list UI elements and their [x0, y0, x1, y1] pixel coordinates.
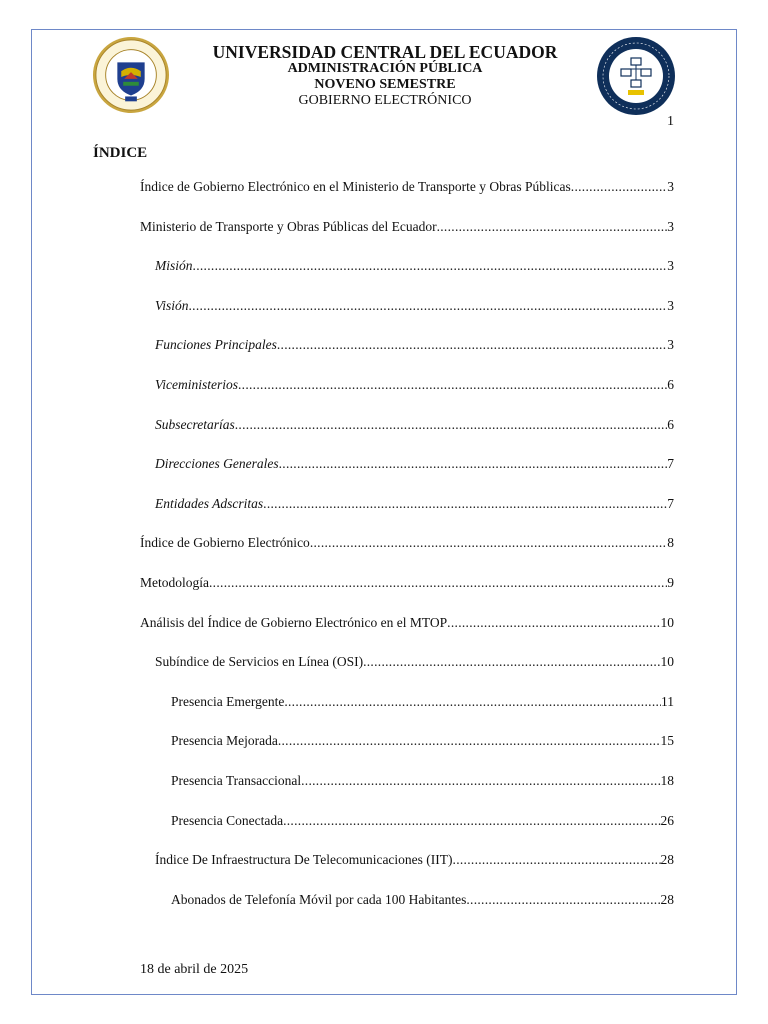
- toc-entry-page: 7: [667, 456, 674, 472]
- toc-leader-dots: [447, 612, 660, 634]
- toc-leader-dots: [301, 770, 660, 792]
- toc-leader-dots: [209, 572, 667, 594]
- header-titles: [190, 43, 580, 109]
- toc-entry-page: 3: [667, 218, 674, 234]
- toc-entry-page: 15: [660, 733, 674, 749]
- toc-entry-page: 18: [660, 773, 674, 788]
- toc-entry-page: 8: [667, 535, 674, 551]
- toc-entry[interactable]: [171, 730, 674, 752]
- toc-leader-dots: [453, 849, 661, 871]
- toc-leader-dots: [235, 414, 668, 436]
- toc-entry[interactable]: [171, 889, 674, 911]
- toc-entry[interactable]: [155, 493, 674, 515]
- page-number: 1: [667, 114, 674, 129]
- toc-leader-dots: [283, 810, 660, 832]
- toc-entry[interactable]: [171, 810, 674, 832]
- toc-title: ÍNDICE: [93, 145, 148, 161]
- toc-entry-label: Viceministerios: [155, 377, 238, 392]
- toc-entry-page: 6: [667, 416, 674, 432]
- toc-entry-label: Direcciones Generales: [155, 456, 279, 472]
- toc-entry-label: Índice de Gobierno Electrónico en el Ministerio de Transporte y Obras Públicas: [140, 179, 571, 194]
- toc-leader-dots: [363, 651, 660, 673]
- toc-entry-page: 3: [667, 337, 674, 353]
- faculty-seal-icon: [596, 36, 676, 116]
- toc-entry[interactable]: [155, 374, 674, 396]
- toc-entry-label: Índice De Infraestructura De Telecomunicaciones (IIT): [155, 852, 453, 868]
- footer-date: 18 de abril de 2025: [140, 962, 249, 977]
- toc-entry[interactable]: [140, 216, 674, 238]
- toc-entry[interactable]: [140, 176, 674, 198]
- toc-entry-page: 3: [667, 258, 674, 274]
- toc-entry-label: Funciones Principales: [155, 337, 277, 353]
- toc-leader-dots: [310, 532, 667, 554]
- university-seal-icon: [92, 36, 170, 114]
- toc-entry[interactable]: [140, 572, 674, 594]
- toc-leader-dots: [571, 176, 667, 198]
- toc-entry-label: Presencia Conectada: [171, 812, 284, 828]
- toc-entry-page: 26: [660, 812, 674, 828]
- semester-name: NOVENO SEMESTRE: [314, 77, 456, 92]
- toc-entry[interactable]: [155, 295, 674, 317]
- toc-entry-page: 10: [660, 654, 674, 670]
- toc-leader-dots: [193, 255, 668, 277]
- toc-entry-page: 28: [660, 891, 674, 907]
- toc-entry[interactable]: [140, 612, 674, 634]
- toc-entry[interactable]: [155, 414, 674, 436]
- toc-entry[interactable]: [171, 691, 674, 713]
- toc-entry[interactable]: [155, 334, 674, 356]
- course-name: GOBIERNO ELECTRÓNICO: [298, 93, 472, 108]
- faculty-name: ADMINISTRACIÓN PÚBLICA: [287, 61, 483, 76]
- toc-entry-label: Entidades Adscritas: [155, 495, 264, 511]
- toc-entry-page: 3: [667, 297, 674, 313]
- toc-entry[interactable]: [155, 255, 674, 277]
- toc-entry[interactable]: [155, 453, 674, 475]
- toc-leader-dots: [279, 453, 668, 475]
- toc-leader-dots: [277, 334, 667, 356]
- document-header: [0, 0, 768, 130]
- toc-leader-dots: [263, 493, 667, 515]
- toc-entry-label: Subíndice de Servicios en Línea (OSI): [155, 654, 364, 670]
- toc-entry[interactable]: [171, 770, 674, 792]
- toc-leader-dots: [437, 216, 668, 238]
- university-name: UNIVERSIDAD CENTRAL DEL ECUADOR: [212, 42, 558, 62]
- toc-leader-dots: [284, 691, 661, 713]
- toc-entry-label: Índice de Gobierno Electrónico: [140, 535, 310, 551]
- toc-entry-label: Presencia Mejorada: [171, 733, 278, 749]
- toc-entry-page: 10: [660, 614, 674, 630]
- toc-entry-page: 28: [660, 852, 674, 868]
- toc-entry-label: Misión: [155, 258, 193, 274]
- toc-entry-label: Visión: [155, 297, 189, 313]
- toc-entry[interactable]: [140, 532, 674, 554]
- toc-entry-label: Metodología: [140, 575, 209, 590]
- toc-entry-label: Abonados de Telefonía Móvil por cada 100 Habitantes: [171, 891, 467, 907]
- toc-leader-dots: [278, 730, 661, 752]
- toc-entry-page: 3: [667, 179, 674, 194]
- toc-entry-label: Subsecretarías: [155, 416, 235, 432]
- toc-entry[interactable]: [155, 651, 674, 673]
- toc-entry-label: Análisis del Índice de Gobierno Electrónico en el MTOP: [140, 614, 448, 630]
- toc-entry-label: Ministerio de Transporte y Obras Públicas del Ecuador: [140, 218, 437, 234]
- toc-entry[interactable]: [155, 849, 674, 871]
- toc-leader-dots: [189, 295, 668, 317]
- toc-entry-page: 9: [667, 575, 674, 590]
- toc-leader-dots: [238, 374, 667, 396]
- toc-entry-page: 7: [667, 495, 674, 511]
- toc-entry-label: Presencia Emergente: [171, 693, 285, 709]
- toc-leader-dots: [466, 889, 660, 911]
- toc-entry-label: Presencia Transaccional: [171, 773, 302, 788]
- toc-entry-page: 11: [661, 693, 674, 709]
- toc-entry-page: 6: [667, 377, 674, 392]
